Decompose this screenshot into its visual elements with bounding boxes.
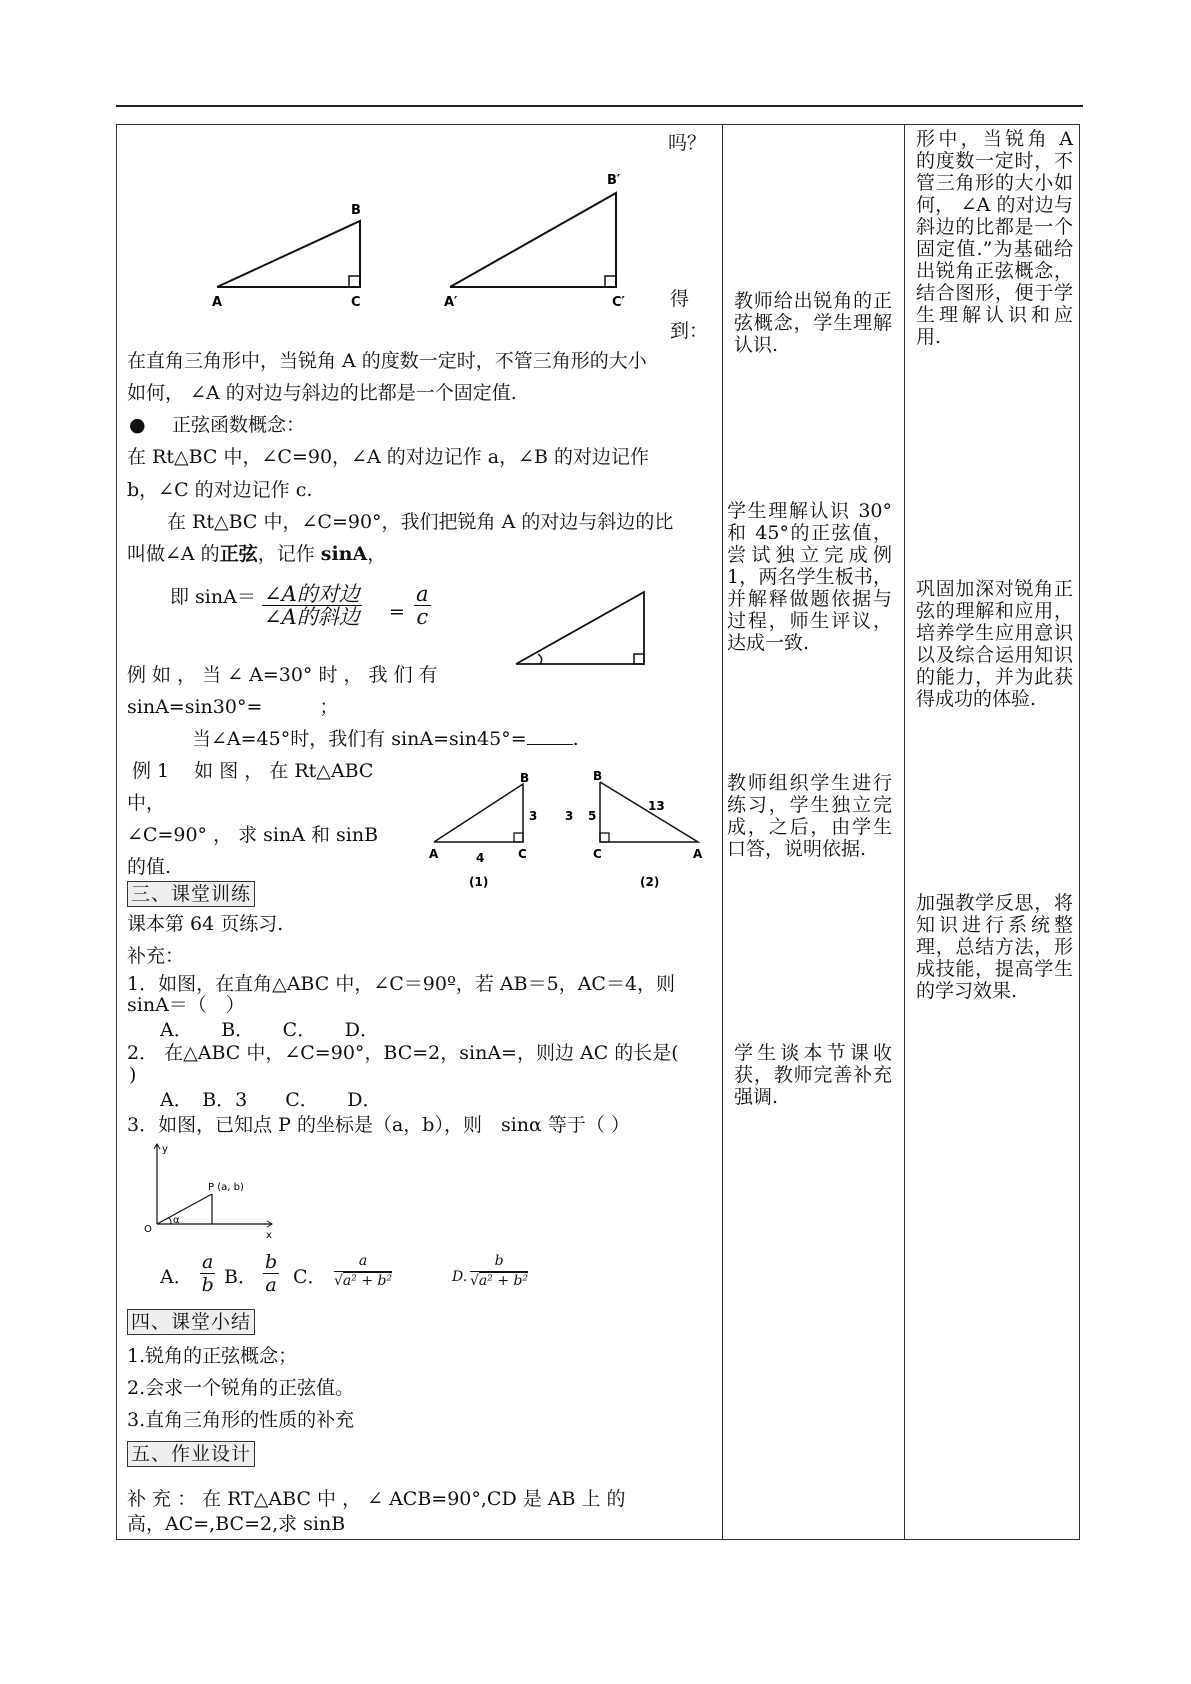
example-figure-1 <box>425 772 545 892</box>
label-b: B <box>351 203 361 218</box>
fig2-label-a: A <box>693 847 703 861</box>
triangle-a-prime-figure <box>438 170 638 310</box>
q3-option-b: B． <box>224 1266 257 1288</box>
q2-line-2: ) <box>129 1064 137 1086</box>
section-5-heading: 五、作业设计 <box>127 1441 255 1467</box>
right-note-1: 形中，当锐角 A 的度数一定时，不管三角形的大小如何， ∠A 的对边与斜边的比都是一个固定值.”为基础给出锐角正弦概念，结合图形，便于学生理解认识和应用. <box>916 128 1073 348</box>
section-4-heading: 四、课堂小结 <box>127 1309 255 1335</box>
right-note-2: 巩固加深对锐角正弦的理解和应用，培养学生应用意识以及综合运用知识的能力，并为此获得成功的体验. <box>916 578 1073 710</box>
middle-note-3: 教师组织学生进行练习，学生独立完成，之后，由学生口答，说明依据. <box>727 772 892 860</box>
fig1-label-b: B <box>520 771 530 785</box>
axis-y-label: y <box>162 1144 168 1155</box>
sin30-line: sinA=sin30°= ； <box>127 696 339 718</box>
fig2-label-c: C <box>593 847 602 861</box>
q3-fraction-d: $\frac{b}{\text{√a² + b²}}$ <box>470 1253 529 1289</box>
fig1-label-a: A <box>429 847 439 861</box>
q3-fraction-b: $\frac{b}{a}$ <box>265 1251 278 1296</box>
label-c-prime: C′ <box>612 295 625 310</box>
summary-1: 1.锐角的正弦概念； <box>127 1345 298 1367</box>
column-divider-1 <box>722 124 723 1540</box>
coordinate-figure <box>140 1142 280 1242</box>
alpha-label: α <box>173 1215 180 1226</box>
q3-fraction-a: $\frac{a}{b}$ <box>201 1251 214 1296</box>
q1-line-1: 1．如图，在直角△ABC 中，∠C＝90º，若 AB＝5，AC＝4，则 <box>127 973 676 995</box>
origin-label: O <box>144 1224 152 1235</box>
q1-line-2: sinA＝（ ） <box>127 994 245 1016</box>
fig2-side-ab: 13 <box>648 799 665 813</box>
homework-line-2: 高，AC=,BC=2,求 sinB <box>127 1513 346 1535</box>
formula-fraction: ∠A的对边 ∠A的斜边 <box>264 582 360 629</box>
label-a-prime: A′ <box>444 295 458 310</box>
axis-x-label: x <box>266 1230 272 1241</box>
sine-line-1: 在 Rt△BC 中，∠C=90°，我们把锐角 A 的对边与斜边的比 <box>167 511 674 533</box>
example-line: 例 如 ， 当 ∠ A=30° 时 ， 我 们 有 <box>127 664 438 686</box>
fig2-caption: (2) <box>640 875 660 889</box>
fig2-side-bc: 5 <box>588 809 597 823</box>
fig2-side-3: 3 <box>565 809 574 823</box>
definition-line-2: b，∠C 的对边记作 c. <box>127 479 313 501</box>
middle-note-2: 学生理解认识 30°和 45°的正弦值，尝试独立完成例 1，两名学生板书，并解释做题依据与过程，师生评议，达成一致. <box>727 500 892 654</box>
q2-options: A． B．3 C． D． <box>160 1089 382 1111</box>
formula-prefix: 即 sinA＝ <box>170 586 256 608</box>
formula-ratio: $\frac{a}{c}$ <box>416 582 429 629</box>
fig1-label-c: C <box>518 847 527 861</box>
example1-line-3: ∠C=90° ， 求 sinA 和 sinB <box>127 824 379 846</box>
dao-text: 到： <box>670 320 709 342</box>
q3-option-d: D. <box>452 1269 468 1285</box>
header-rule <box>116 105 1083 107</box>
conclusion-line-2: 如何， ∠A 的对边与斜边的比都是一个固定值. <box>127 382 517 404</box>
fig1-side-bc: 3 <box>529 809 538 823</box>
fig1-caption: (1) <box>469 875 489 889</box>
bullet-title: 正弦函数概念： <box>172 414 306 436</box>
q1-options: A． B． C． D． <box>160 1019 379 1041</box>
q3-line: 3．如图，已知点 P 的坐标是（a，b），则 sinα 等于（ ） <box>127 1114 630 1136</box>
example1-line-4: 的值. <box>127 856 172 878</box>
supplement-label: 补充： <box>127 945 185 967</box>
label-a: A <box>212 295 223 310</box>
sin45-blank[interactable] <box>527 726 573 745</box>
middle-note-1: 教师给出锐角的正弦概念，学生理解认识. <box>734 290 892 356</box>
section-3-heading: 三、课堂训练 <box>127 881 255 907</box>
summary-3: 3.直角三角形的性质的补充 <box>127 1409 355 1431</box>
de-text: 得 <box>670 288 690 310</box>
column-divider-2 <box>904 124 905 1540</box>
bullet-icon: ● <box>129 414 146 436</box>
sine-line-2: 叫做∠A 的正弦，记作 sinA， <box>127 543 387 565</box>
definition-line-1: 在 Rt△BC 中，∠C=90，∠A 的对边记作 a，∠B 的对边记作 <box>127 446 650 468</box>
fig2-label-b: B <box>593 769 603 783</box>
label-b-prime: B′ <box>607 173 621 188</box>
middle-note-4: 学生谈本节课收获，教师完善补充强调. <box>734 1042 892 1108</box>
label-c: C <box>351 295 361 310</box>
homework-line-1: 补 充 ： 在 RT△ABC 中 ， ∠ ACB=90°,CD 是 AB 上 的 <box>127 1488 626 1510</box>
sine-triangle-figure <box>510 588 660 668</box>
q3-option-c: C． <box>293 1266 327 1288</box>
formula-equals: = <box>389 601 405 623</box>
example1-line-1: 例 1 如 图 ， 在 Rt△ABC <box>132 760 374 782</box>
conclusion-line-1: 在直角三角形中，当锐角 A 的度数一定时，不管三角形的大小 <box>127 350 647 372</box>
example1-line-2: 中， <box>127 792 166 814</box>
fig1-side-ac: 4 <box>476 851 485 865</box>
summary-2: 2.会求一个锐角的正弦值。 <box>127 1377 355 1399</box>
triangle-abc-figure <box>200 196 380 316</box>
practice-line: 课本第 64 页练习. <box>127 913 284 935</box>
q3-option-a: A． <box>160 1266 193 1288</box>
sin45-line: 当∠A=45°时，我们有 sinA=sin45°= . <box>192 728 579 750</box>
right-note-3: 加强教学反思，将知识进行系统整理，总结方法，形成技能，提高学生的学习效果. <box>916 892 1073 1002</box>
point-p-label: P (a, b) <box>208 1182 244 1193</box>
question-tail: 吗？ <box>668 132 707 154</box>
q2-line-1: 2． 在△ABC 中，∠C=90°，BC=2，sinA=，则边 AC 的长是( <box>127 1042 679 1064</box>
example-figure-2 <box>565 769 715 892</box>
q3-fraction-c: $\frac{a}{\text{√a² + b²}}$ <box>334 1253 393 1289</box>
